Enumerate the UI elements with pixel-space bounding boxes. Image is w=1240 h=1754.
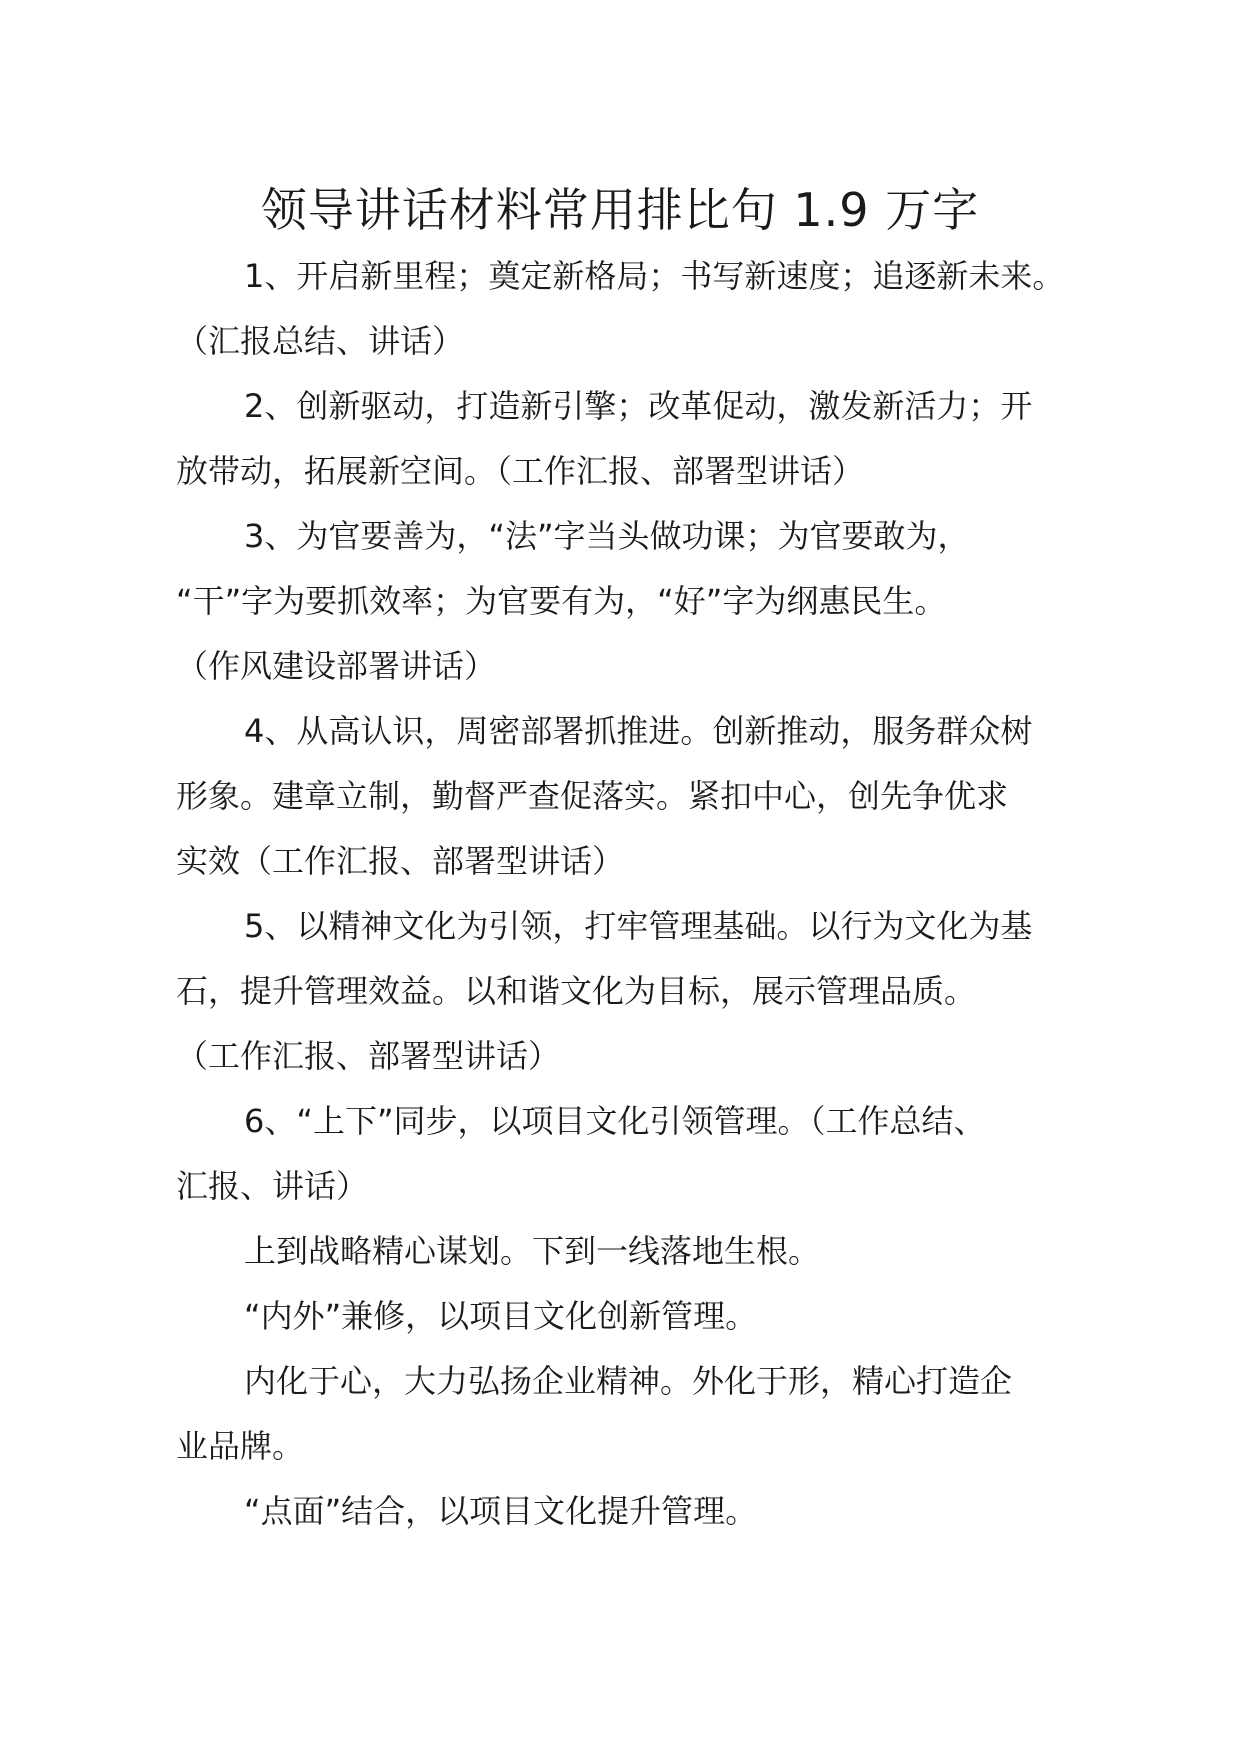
- paragraph-line: 2、创新驱动，打造新引擎；改革促动，激发新活力；开: [244, 387, 1033, 425]
- paragraph-line: 内化于心，大力弘扬企业精神。外化于形，精心打造企: [244, 1362, 1013, 1400]
- paragraph-3: [176, 504, 1076, 699]
- paragraph-line: 业品牌。: [176, 1427, 305, 1465]
- paragraph-5: [176, 894, 1076, 1089]
- document-title: 领导讲话材料常用排比句 1.9 万字: [260, 183, 980, 237]
- paragraph-line: 放带动，拓展新空间。（工作汇报、部署型讲话）: [176, 452, 865, 490]
- paragraph-line: 实效（工作汇报、部署型讲话）: [176, 842, 625, 880]
- paragraph-7: [176, 1219, 1076, 1284]
- paragraph-line: （汇报总结、讲话）: [176, 322, 465, 360]
- paragraph-9: [176, 1349, 1076, 1479]
- paragraph-line: 3、为官要善为，“法”字当头做功课；为官要敢为，: [244, 517, 970, 555]
- paragraph-line: 4、从高认识，周密部署抓推进。创新推动，服务群众树: [244, 712, 1033, 750]
- paragraph-8: [176, 1284, 1076, 1349]
- paragraph-line: （工作汇报、部署型讲话）: [176, 1037, 561, 1075]
- paragraph-10: [176, 1479, 1076, 1544]
- paragraph-4: [176, 699, 1076, 894]
- paragraph-line: 石，提升管理效益。以和谐文化为目标，展示管理品质。: [176, 972, 977, 1010]
- paragraph-line: 汇报、讲话）: [176, 1167, 369, 1205]
- paragraph-line: 形象。建章立制，勤督严查促落实。紧扣中心，创先争优求: [176, 777, 1009, 815]
- paragraph-2: [176, 374, 1076, 504]
- paragraph-line: 1、开启新里程；奠定新格局；书写新速度；追逐新未来。: [244, 257, 1065, 295]
- paragraph-line: 5、以精神文化为引领，打牢管理基础。以行为文化为基: [244, 907, 1033, 945]
- paragraph-1: [176, 244, 1076, 374]
- paragraph-line: （作风建设部署讲话）: [176, 647, 497, 685]
- paragraph-6: [176, 1089, 1076, 1219]
- paragraph-line: “内外”兼修，以项目文化创新管理。: [244, 1297, 758, 1335]
- paragraph-line: 上到战略精心谋划。下到一线落地生根。: [244, 1232, 821, 1270]
- paragraph-line: “点面”结合，以项目文化提升管理。: [244, 1492, 758, 1530]
- paragraph-line: “干”字为要抓效率；为官要有为，“好”字为纲惠民生。: [176, 582, 947, 620]
- paragraph-line: 6、“上下”同步，以项目文化引领管理。（工作总结、: [244, 1102, 986, 1140]
